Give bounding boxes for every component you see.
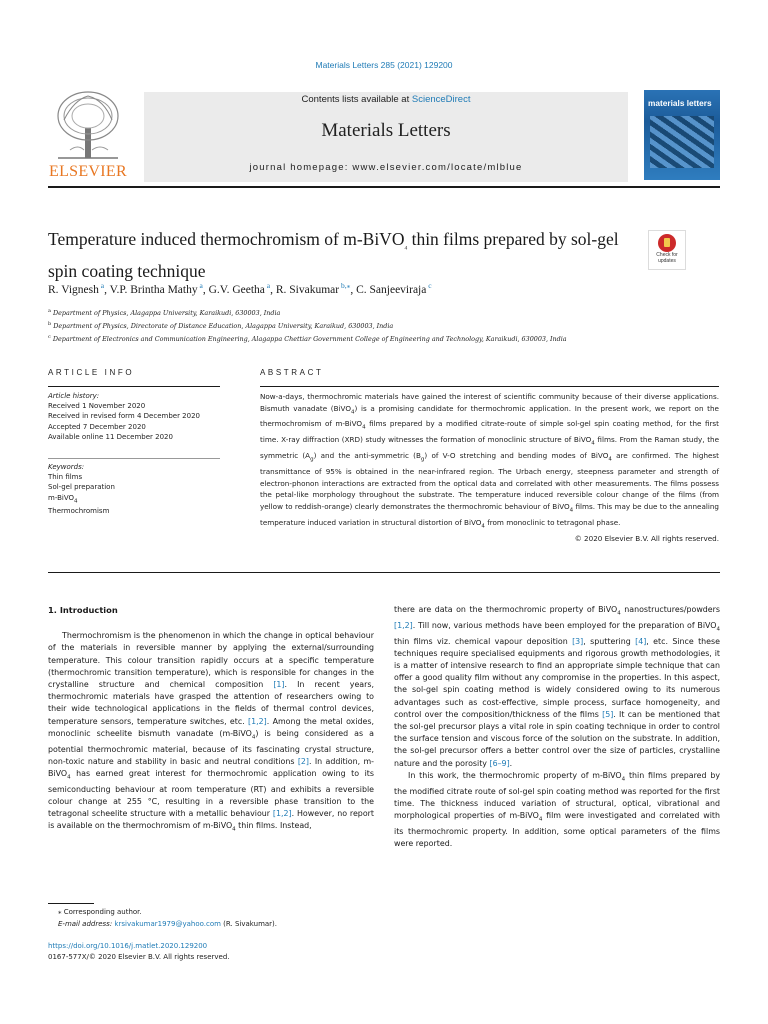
history-label: Article history:: [48, 392, 100, 400]
author-name: V.P. Brintha Mathy: [109, 283, 198, 296]
author-affiliation-marker[interactable]: c: [426, 281, 432, 290]
elsevier-tree-icon: [54, 90, 122, 162]
badge-label: Check for updates: [656, 252, 678, 264]
journal-homepage: [144, 162, 628, 173]
author-name: G.V. Geetha: [208, 283, 265, 296]
column-left: [48, 604, 374, 836]
doi-block: [48, 941, 388, 963]
keyword-item[interactable]: Thermochromism: [48, 507, 110, 516]
author-name: R. Vignesh: [48, 283, 99, 296]
abstract-rule: [260, 386, 719, 387]
cover-title: materials letters: [648, 98, 712, 108]
column-right: [394, 604, 720, 850]
elsevier-logo[interactable]: [48, 90, 128, 178]
citation-link[interactable]: [3]: [572, 636, 584, 646]
journal-masthead: [144, 92, 628, 182]
author-name: C. Sanjeeviraja: [356, 283, 427, 296]
article-info-rule: [48, 386, 220, 387]
footnote: [48, 907, 388, 930]
citation-link[interactable]: [1]: [273, 680, 285, 690]
footnote-rule: [48, 903, 94, 904]
keyword-item[interactable]: Thin films: [48, 473, 83, 482]
history-item: Received 1 November 2020: [48, 402, 146, 411]
citation-link[interactable]: [4]: [635, 636, 647, 646]
affiliation-item: $^a$ Department of Physics, Alagappa University, Karaikudi, 630003, India: [48, 308, 281, 318]
contents-line: [144, 94, 628, 105]
author-list: R. Vignesh $^a$, V.P. Brintha Mathy $^a$, G.V. Geetha $^a$, R. Sivakumar $^{b,⁎}$, C. Sanjeeviraja $^c$: [48, 281, 432, 296]
bookmark-icon: [658, 234, 676, 252]
citation-link[interactable]: [1,2]: [248, 716, 267, 726]
citation-link[interactable]: [1,2]: [394, 620, 413, 630]
history-item: Received in revised form 4 December 2020: [48, 412, 200, 421]
intro-paragraph-2: In this work, the thermochromic property of m-BiVO$_4$ thin films prepared by the modified citrate route of sol-gel spin coating method was reported for the first time. The thickness induced variation of structural, optical, vibrational and morphological properties of m-BiVO$_4$ film were investigated and correlated with its thermochromic property. In addition, some optical parameters of the films were reported.: [394, 770, 720, 848]
affiliations: [48, 306, 728, 345]
affiliation-item: $^c$ Department of Electronics and Communication Engineering, Alagappa Chettiar Government College of Engineering and Technology, Karaikudi, 630003, India: [48, 334, 567, 344]
abstract-body: [260, 391, 719, 544]
article-history: [48, 391, 220, 442]
journal-cover-image[interactable]: [644, 90, 720, 180]
history-item: Available online 11 December 2020: [48, 432, 173, 441]
doi-link[interactable]: https://doi.org/10.1016/j.matlet.2020.129200: [48, 942, 208, 950]
section-rule: [48, 572, 720, 573]
author-affiliation-marker[interactable]: a: [197, 281, 203, 290]
cover-art: [650, 116, 714, 168]
author-email-link[interactable]: krsivakumar1979@yahoo.com: [114, 919, 221, 928]
email-line: E-mail address: krsivakumar1979@yahoo.com (R. Sivakumar).: [58, 919, 278, 928]
elsevier-wordmark: ELSEVIER: [49, 163, 127, 180]
citation-link[interactable]: [6–9]: [489, 758, 510, 768]
sciencedirect-link[interactable]: ScienceDirect: [411, 94, 471, 105]
section-heading-introduction: 1. Introduction: [48, 605, 118, 615]
journal-citation[interactable]: Materials Letters 285 (2021) 129200: [315, 60, 453, 70]
citation-link[interactable]: [5]: [602, 709, 614, 719]
keywords-rule: [48, 458, 220, 459]
homepage-prefix: journal homepage:: [249, 162, 353, 173]
author-affiliation-marker[interactable]: b,⁎: [339, 281, 351, 290]
journal-title: Materials Letters: [321, 120, 451, 141]
author-affiliation-marker[interactable]: a: [98, 281, 105, 290]
issn-line: 0167-577X/© 2020 Elsevier B.V. All rights reserved.: [48, 953, 230, 961]
keyword-item[interactable]: m-BiVO$_4$: [48, 493, 78, 504]
intro-paragraph-1-cont: there are data on the thermochromic property of BiVO$_4$ nanostructures/powders [1,2]. Till now, various methods have been employed for the preparation of BiVO$_4$ thin films viz. chemical vapour deposition [3], sputtering [4], etc. Since these techniques require specialised equipments and rigorous growth methodologies, it is a matter of intensive research to find an appropriate simple technique that can offer a good quality film without any compromise in the properties. In this aspect, the sol-gel spin coating method is widely considered owing to its numerous advantages such as cost-effective, simple process, surface homogeneity, and control over the composition/thickness of the films [5]. It can be mentioned that the sol-gel precursor plays a vital role in spin coating technique in order to control the surface tension and viscous force of the solution on the substrate. In addition, the sol-gel precursor offers a better control over the size of particles, crystalline nature and the porosity [6–9].: [394, 605, 721, 768]
keywords-block: [48, 462, 220, 516]
affiliation-item: $^b$ Department of Physics, Directorate of Distance Education, Alagappa University, Karaikud, 630003, India: [48, 321, 394, 331]
abstract-copyright: © 2020 Elsevier B.V. All rights reserved.: [574, 533, 719, 543]
author-affiliation-marker[interactable]: a: [264, 281, 271, 290]
homepage-link[interactable]: www.elsevier.com/locate/mlblue: [352, 162, 523, 173]
citation-link[interactable]: [2]: [297, 756, 310, 766]
author-name: R. Sivakumar: [275, 283, 340, 296]
article-info-heading: ARTICLE INFO: [48, 368, 135, 377]
header-rule: [48, 186, 720, 188]
abstract-heading: ABSTRACT: [260, 368, 324, 377]
intro-paragraph-1: Thermochromism is the phenomenon in which the change in optical behaviour of the materials in reversible manner by applying the external/surrounding temperature. This colour transition rapidly occurs at a specific temperature (thermochromic transition temperature), which is responsible for changes in the crystalline structure and chemical composition [1]. In recent years, thermochromic materials have grasped the attention of researchers owing to their wide technological applications in the fields of thermal control devices, temperature sensors, temperature switches, etc. [1,2]. Among the metal oxides, monoclinic scheelite bismuth vanadate (m-BiVO$_4$) is being considered as a potential thermochromic material, because of its fascinating crystal structure, non-toxic nature and stability in basic and neutral conditions [2]. In addition, m-BiVO$_4$ has earned great interest for thermochromic application owing to its semiconducting behaviour at room temperature (RT) and exhibits a reversible colour change at 255 °C, resulting in a reversible phase transition to the tetragonal scheelite structure with a metallic behaviour [1,2]. However, no report is available on the thermochromism of m-BiVO$_4$ thin films. Instead,: [48, 631, 375, 833]
contents-prefix: Contents lists available at: [301, 94, 412, 105]
citation-link[interactable]: [1,2]: [272, 809, 292, 819]
keywords-label: Keywords:: [48, 463, 85, 471]
keyword-item[interactable]: Sol-gel preparation: [48, 483, 115, 492]
corresponding-author-note: ⁎ Corresponding author.: [58, 908, 142, 916]
abstract-text: Now-a-days, thermochromic materials have gained the interest of scientific community because of their diverse applications. Bismuth vanadate (BiVO$_4$) is a promising candidate for thermochromic application. In the present work, we report on the thermochromism of m-BiVO$_4$ films prepared by a modified citrate-route of simple sol-gel spin coating method, for the first time. X-ray diffraction (XRD) study witnesses the formation of monoclinic structure of BiVO$_4$ films. From the Raman study, the symmetric $(A_g)$ and the anti-symmetric $(B_g)$ of V-O stretching and bending modes of BiVO$_4$ are confirmed. The highest transmittance of 95% is obtained in the near-infrared region. The Urbach energy, steepness parameter and strength of electron-phonon interactions are extracted from the optical data and correlated with other measurements. The films possess the petal-like morphology throughout the substrate. The temperature induced reversible colour change of the films (from yellow to reddish-orange) clearly demonstrates the thermochromic behaviour of BiVO$_4$ films. This may be due to the annealing temperature induced variation in structural distortion of BiVO$_4$ from monoclinic to tetragonal phase.: [260, 392, 719, 530]
footnote-marker: ⁎: [58, 908, 62, 916]
check-for-updates-badge[interactable]: [648, 230, 686, 270]
article-title: Temperature induced thermochromism of m-BiVO$_4$ thin films prepared by sol-gel spin coating technique: [48, 229, 619, 281]
history-item: Accepted 7 December 2020: [48, 422, 146, 431]
